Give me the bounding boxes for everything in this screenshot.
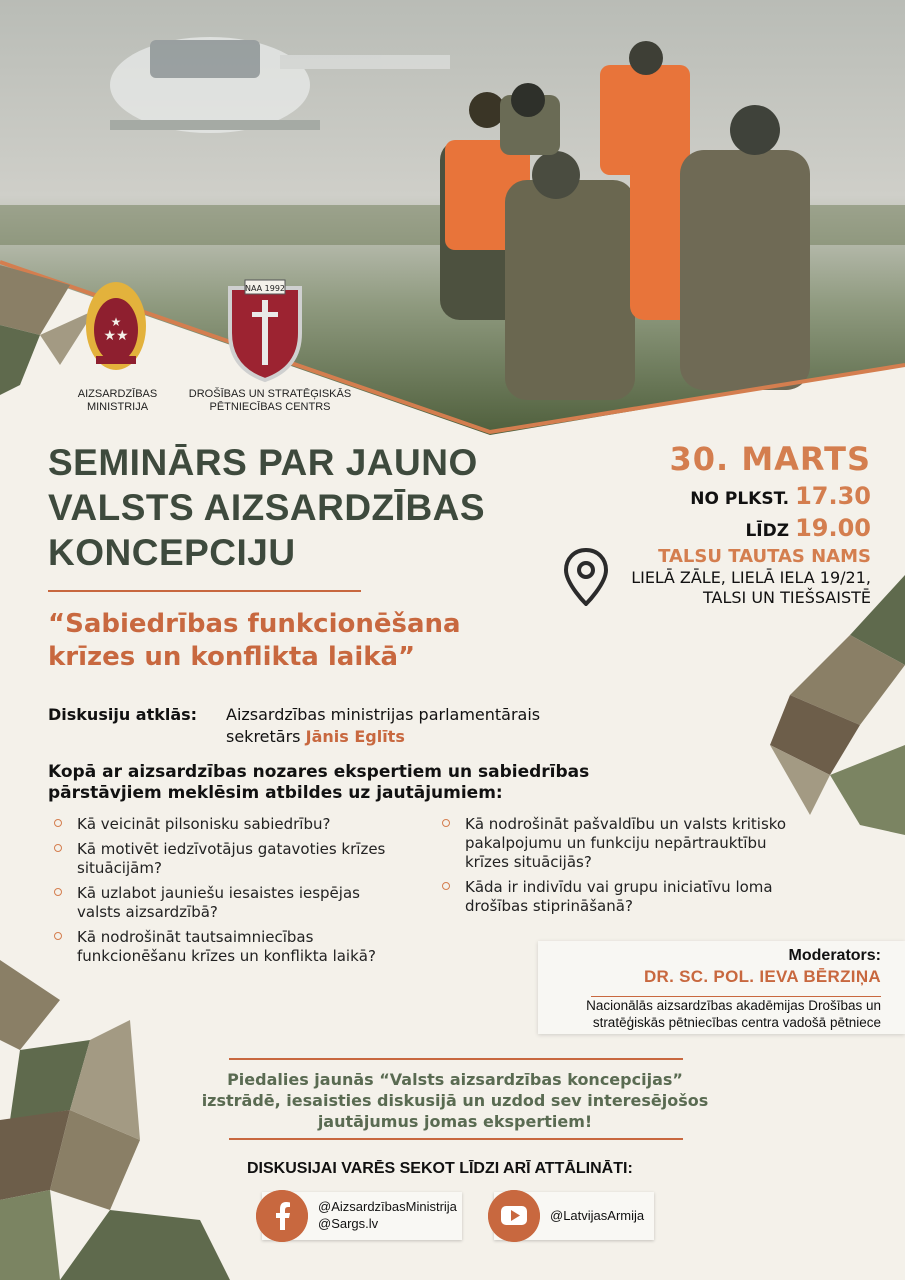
svg-text:★★: ★★ (103, 328, 129, 344)
to-time: 19.00 (795, 514, 871, 542)
seminar-subtitle (48, 608, 518, 674)
logos-area (70, 278, 370, 428)
end-time-row (669, 514, 871, 542)
ministry-label-2: MINISTRIJA (86, 401, 149, 413)
subtitle-line-2: krīzes un konflikta laikā” (48, 642, 416, 672)
list-item: Kā motivēt iedzīvotājus gatavoties krīzes situācijām? (50, 840, 440, 878)
youtube-link[interactable] (494, 1192, 654, 1240)
venue-name: TALSU TAUTAS NAMS (658, 546, 871, 567)
facebook-link[interactable] (262, 1192, 462, 1240)
cta-divider-bottom (229, 1138, 683, 1140)
bullet-icon (442, 819, 450, 827)
center-label-1: DROŠĪBAS UN STRATĒĢISKĀS (188, 388, 352, 400)
venue-line-1: LIELĀ ZĀLE, LIELĀ IELA 19/21, (631, 568, 871, 587)
moderator-heading: Moderators: (788, 947, 881, 964)
bullet-icon (54, 932, 62, 940)
center-shield-icon (220, 278, 310, 383)
venue-line-2: TALSI UN TIEŠSAISTĒ (702, 588, 871, 607)
bullet-icon (54, 819, 62, 827)
moderator-divider (591, 996, 881, 997)
bullet-icon (442, 882, 450, 890)
questions-list-left (50, 815, 440, 972)
opening-speaker-name: Jānis Eglīts (305, 727, 405, 746)
call-to-action: Piedalies jaunās “Valsts aizsardzības koncepcijas” izstrādē, iesaisties diskusijā un uzdod sev interesējošos jautājumus jomas ekspertiem! (201, 1070, 709, 1131)
center-label-2: PĒTNIECĪBAS CENTRS (209, 401, 331, 413)
event-date-block (669, 440, 871, 542)
seminar-title (48, 440, 518, 575)
bullet-icon (54, 844, 62, 852)
questions-list-right (438, 815, 858, 922)
facebook-handle-2: @Sargs.lv (318, 1216, 379, 1231)
questions-lead (48, 762, 668, 804)
moderator-name: DR. SC. POL. IEVA BĒRZIŅA (643, 967, 881, 986)
follow-heading: DISKUSIJAI VARĒS SEKOT LĪDZI ARĪ ATTĀLINĀTI: (247, 1160, 633, 1177)
lead-line-2: pārstāvjiem meklēsim atbildes uz jautājumiem: (48, 783, 503, 803)
youtube-icon (488, 1190, 540, 1242)
location-pin-icon (564, 548, 608, 606)
list-item: Kā nodrošināt pašvaldību un valsts kritisko pakalpojumu un funkciju nepārtrauktību krīzes situācijās? (438, 815, 858, 872)
opening-speaker (48, 704, 541, 746)
list-item: Kāda ir indivīdu vai grupu iniciatīvu loma drošības stiprināšanā? (438, 878, 858, 916)
bullet-icon (54, 888, 62, 896)
subtitle-line-1: “Sabiedrības funkcionēšana (48, 609, 461, 639)
ministry-label-1: AIZSARDZĪBAS (77, 388, 158, 400)
venue-block (631, 546, 871, 608)
opening-label: Diskusiju atklās: (48, 705, 198, 724)
opening-position (226, 704, 646, 748)
list-item: Kā nodrošināt tautsaimniecības funkcionēšanu krīzes un konflikta laikā? (50, 928, 440, 966)
from-label: NO PLKST. (690, 489, 790, 509)
title-line-2: VALSTS AIZSARDZĪBAS (48, 487, 486, 528)
title-line-3: KONCEPCIJU (48, 532, 296, 573)
lead-line-1: Kopā ar aizsardzības nozares ekspertiem un sabiedrības (48, 762, 590, 782)
list-item: Kā veicināt pilsonisku sabiedrību? (50, 815, 440, 834)
center-badge-text: NAA 1992 (244, 284, 286, 293)
svg-text:★: ★ (110, 315, 122, 329)
ministry-emblem-icon (80, 278, 152, 383)
youtube-handle: @LatvijasArmija (550, 1208, 645, 1223)
facebook-handle-1: @AizsardzībasMinistrija (318, 1199, 457, 1214)
opening-position-line-2: sekretārs (226, 727, 301, 746)
facebook-icon (256, 1190, 308, 1242)
opening-position-line-1: Aizsardzības ministrijas parlamentārais (226, 705, 541, 724)
cta-divider-top (229, 1058, 683, 1060)
from-time: 17.30 (795, 482, 871, 510)
title-underline (48, 590, 361, 592)
list-item: Kā uzlabot jauniešu iesaistes iespējas valsts aizsardzībā? (50, 884, 440, 922)
start-time-row (669, 482, 871, 510)
moderator-box (538, 941, 905, 1034)
title-line-1: SEMINĀRS PAR JAUNO (48, 442, 478, 483)
event-date: 30. MARTS (669, 440, 871, 478)
to-label: LĪDZ (745, 521, 790, 541)
moderator-description: Nacionālās aizsardzības akadēmijas Drošības un stratēģiskās pētniecības centra vadošā pētniece (586, 998, 881, 1030)
